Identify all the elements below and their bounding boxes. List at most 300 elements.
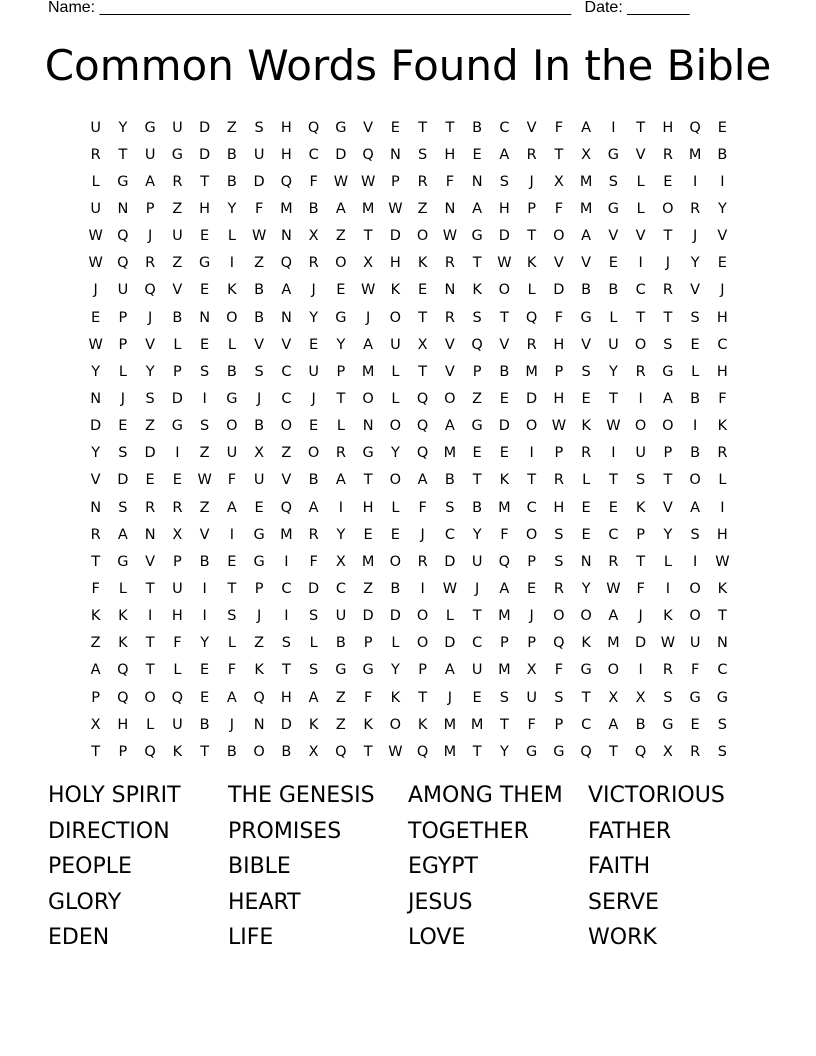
grid-letter: R <box>90 526 101 543</box>
grid-letter: A <box>308 689 319 706</box>
grid-letter: S <box>254 119 264 136</box>
grid-letter: V <box>553 255 564 272</box>
grid-letter: R <box>662 282 673 299</box>
grid-letter: R <box>690 200 701 217</box>
grid-letter: J <box>147 228 153 245</box>
grid-letter: T <box>636 553 646 570</box>
grid-letter: D <box>362 608 374 625</box>
grid-letter: R <box>308 526 319 543</box>
grid-row <box>82 467 736 494</box>
grid-letter: B <box>226 363 237 380</box>
grid-row <box>82 331 736 358</box>
grid-letter: D <box>635 635 647 652</box>
grid-letter: N <box>444 282 456 299</box>
grid-letter: O <box>389 716 402 733</box>
grid-letter: T <box>472 255 482 272</box>
word-list-item: HEART <box>228 889 301 915</box>
grid-row <box>82 114 736 141</box>
grid-letter: T <box>418 119 428 136</box>
grid-letter: G <box>199 255 211 272</box>
grid-letter: L <box>391 499 400 516</box>
grid-letter: G <box>335 119 347 136</box>
grid-letter: T <box>608 743 618 760</box>
grid-letter: J <box>256 390 262 407</box>
grid-letter: U <box>253 472 265 489</box>
grid-letter: U <box>172 119 183 136</box>
grid-letter: E <box>581 390 591 407</box>
letter-grid <box>82 114 736 765</box>
grid-letter: C <box>499 119 510 136</box>
grid-letter: W <box>442 580 458 597</box>
grid-letter: Q <box>307 119 320 136</box>
word-list-item: THE GENESIS <box>228 783 375 808</box>
grid-letter: R <box>662 146 673 163</box>
grid-letter: K <box>717 580 728 597</box>
grid-letter: S <box>608 173 618 190</box>
grid-letter: X <box>335 553 346 570</box>
grid-letter: F <box>690 662 700 679</box>
grid-letter: O <box>689 472 701 489</box>
grid-letter: R <box>172 499 183 516</box>
grid-letter: O <box>689 580 701 597</box>
grid-letter: P <box>336 363 346 380</box>
grid-letter: G <box>144 119 156 136</box>
grid-letter: K <box>499 472 510 489</box>
grid-letter: G <box>471 418 483 435</box>
grid-letter: M <box>280 526 293 543</box>
word-list-item: GLORY <box>48 889 122 915</box>
grid-letter: I <box>202 608 207 625</box>
grid-letter: E <box>663 173 673 190</box>
grid-letter: E <box>499 445 509 462</box>
grid-letter: D <box>199 146 211 163</box>
grid-letter: L <box>227 635 236 652</box>
grid-letter: B <box>254 282 265 299</box>
grid-letter: L <box>118 580 127 597</box>
grid-letter: K <box>417 716 428 733</box>
grid-letter: W <box>333 173 349 190</box>
grid-letter: O <box>389 472 402 489</box>
grid-letter: P <box>527 635 536 652</box>
grid-letter: C <box>281 580 292 597</box>
grid-letter: G <box>171 146 183 163</box>
grid-letter: L <box>91 173 100 190</box>
grid-letter: S <box>717 743 727 760</box>
grid-letter: G <box>716 689 728 706</box>
grid-letter: Z <box>335 228 346 245</box>
grid-letter: W <box>88 228 103 245</box>
grid-letter: I <box>338 499 344 516</box>
grid-letter: O <box>362 390 374 407</box>
grid-letter: K <box>635 499 646 516</box>
grid-letter: G <box>526 743 538 760</box>
grid-letter: K <box>118 608 128 625</box>
grid-letter: D <box>280 716 292 733</box>
grid-letter: N <box>444 200 456 217</box>
grid-letter: X <box>662 743 673 760</box>
grid-letter: Y <box>499 743 509 760</box>
grid-letter: H <box>199 200 211 217</box>
grid-letter: X <box>526 662 537 679</box>
grid-letter: H <box>389 255 401 272</box>
grid-letter: I <box>638 390 643 407</box>
grid-letter: L <box>582 472 591 489</box>
grid-letter: N <box>280 309 292 326</box>
grid-letter: T <box>145 580 155 597</box>
grid-letter: T <box>636 119 646 136</box>
grid-letter: Z <box>254 635 265 652</box>
grid-letter: I <box>175 445 180 462</box>
grid-letter: B <box>499 363 510 380</box>
grid-letter: C <box>717 662 728 679</box>
grid-letter: X <box>308 228 319 245</box>
grid-letter: P <box>118 743 128 760</box>
grid-letter: F <box>91 580 100 597</box>
grid-letter: I <box>692 418 698 435</box>
word-list-item: WORK <box>588 925 657 950</box>
grid-letter: B <box>226 146 237 163</box>
grid-letter: Z <box>417 200 428 217</box>
grid-letter: O <box>634 418 647 435</box>
grid-letter: T <box>472 743 482 760</box>
grid-letter: I <box>720 173 725 190</box>
grid-letter: G <box>335 662 347 679</box>
grid-letter: T <box>227 580 237 597</box>
grid-letter: T <box>663 228 673 245</box>
grid-letter: E <box>608 255 618 272</box>
grid-letter: K <box>526 255 537 272</box>
grid-letter: Y <box>227 200 237 217</box>
grid-letter: J <box>474 580 480 597</box>
grid-letter: Q <box>525 309 538 326</box>
grid-letter: L <box>336 418 345 435</box>
grid-letter: O <box>416 608 429 625</box>
grid-letter: Y <box>663 526 673 543</box>
grid-letter: R <box>145 499 156 516</box>
grid-letter: T <box>445 119 455 136</box>
grid-letter: J <box>692 228 698 245</box>
grid-letter: X <box>553 173 564 190</box>
grid-letter: K <box>581 418 591 435</box>
grid-letter: U <box>471 553 483 570</box>
grid-letter: M <box>443 743 457 760</box>
grid-letter: I <box>611 445 616 462</box>
grid-letter: F <box>527 716 536 733</box>
grid-letter: F <box>554 119 564 136</box>
grid-letter: E <box>200 689 210 706</box>
grid-letter: D <box>199 119 211 136</box>
grid-letter: A <box>145 173 156 190</box>
word-list-item: PROMISES <box>228 818 342 844</box>
grid-letter: B <box>172 309 183 326</box>
grid-letter: B <box>226 743 237 760</box>
grid-letter: U <box>117 282 129 299</box>
grid-letter: Z <box>363 580 374 597</box>
grid-letter: R <box>444 255 455 272</box>
grid-letter: A <box>308 499 319 516</box>
grid-letter: J <box>365 309 371 326</box>
grid-letter: T <box>499 309 509 326</box>
grid-letter: C <box>281 390 292 407</box>
grid-letter: A <box>444 418 455 435</box>
grid-letter: W <box>660 635 676 652</box>
grid-letter: U <box>390 336 401 353</box>
grid-letter: J <box>720 282 725 299</box>
grid-letter: E <box>200 662 210 679</box>
grid-letter: E <box>363 526 373 543</box>
grid-letter: Y <box>390 662 400 679</box>
grid-letter: V <box>90 472 101 489</box>
grid-letter: T <box>200 743 210 760</box>
grid-letter: V <box>635 146 646 163</box>
grid-letter: V <box>444 336 455 353</box>
grid-letter: G <box>607 146 619 163</box>
grid-letter: S <box>554 689 564 706</box>
grid-letter: O <box>525 418 538 435</box>
grid-letter: T <box>527 472 537 489</box>
grid-letter: G <box>580 309 592 326</box>
grid-letter: O <box>389 309 402 326</box>
grid-letter: P <box>145 200 155 217</box>
grid-letter: D <box>444 635 456 652</box>
grid-letter: S <box>690 309 700 326</box>
grid-letter: M <box>361 553 375 570</box>
grid-row <box>82 630 736 657</box>
grid-letter: H <box>716 526 728 543</box>
grid-letter: E <box>336 282 346 299</box>
grid-letter: A <box>581 228 592 245</box>
grid-letter: P <box>254 580 264 597</box>
grid-row <box>82 141 736 168</box>
grid-letter: U <box>608 336 619 353</box>
grid-letter: R <box>526 146 537 163</box>
grid-letter: I <box>611 119 616 136</box>
grid-letter: Q <box>280 173 293 190</box>
grid-letter: Q <box>117 228 129 245</box>
grid-letter: M <box>361 200 375 217</box>
grid-letter: S <box>472 309 482 326</box>
word-list-item: JESUS <box>408 889 473 915</box>
grid-letter: K <box>390 282 401 299</box>
grid-letter: Y <box>91 363 101 380</box>
grid-letter: V <box>717 228 728 245</box>
grid-letter: J <box>311 282 316 299</box>
grid-letter: F <box>418 499 427 516</box>
grid-letter: O <box>389 553 402 570</box>
grid-letter: B <box>690 445 701 462</box>
grid-letter: Z <box>472 390 483 407</box>
grid-letter: V <box>363 119 374 136</box>
grid-letter: T <box>472 472 482 489</box>
grid-letter: M <box>498 608 511 625</box>
grid-letter: O <box>335 255 347 272</box>
grid-letter: A <box>281 282 292 299</box>
grid-letter: L <box>445 608 454 625</box>
grid-letter: K <box>581 635 591 652</box>
grid-letter: P <box>91 689 100 706</box>
word-list-item: EGYPT <box>408 854 478 879</box>
grid-letter: X <box>635 689 646 706</box>
grid-letter: U <box>253 146 265 163</box>
grid-letter: J <box>93 282 98 299</box>
grid-letter: I <box>720 499 725 516</box>
grid-letter: I <box>147 608 153 625</box>
name-date-line: Name: _____________________________________________________ Date: _______ <box>48 0 690 16</box>
grid-letter: Y <box>200 635 210 652</box>
grid-letter: S <box>717 716 727 733</box>
grid-letter: B <box>254 418 265 435</box>
grid-letter: B <box>472 119 483 136</box>
grid-letter: Q <box>416 390 429 407</box>
grid-letter: O <box>607 662 620 679</box>
grid-letter: P <box>418 662 427 679</box>
grid-letter: V <box>635 228 646 245</box>
grid-letter: D <box>526 390 538 407</box>
grid-letter: X <box>581 146 592 163</box>
grid-letter: O <box>416 635 429 652</box>
grid-letter: T <box>91 743 101 760</box>
grid-letter: C <box>526 499 537 516</box>
grid-letter: L <box>146 716 155 733</box>
grid-letter: G <box>253 553 265 570</box>
word-list-item: TOGETHER <box>408 818 529 844</box>
grid-letter: V <box>608 228 619 245</box>
grid-letter: W <box>606 580 621 597</box>
grid-letter: Q <box>416 418 429 435</box>
grid-letter: A <box>335 472 346 489</box>
grid-letter: K <box>118 635 128 652</box>
grid-letter: T <box>145 635 155 652</box>
grid-letter: U <box>172 580 183 597</box>
grid-letter: P <box>173 363 182 380</box>
grid-letter: A <box>335 200 346 217</box>
grid-letter: U <box>526 689 537 706</box>
grid-letter: C <box>581 716 592 733</box>
grid-letter: C <box>308 146 319 163</box>
grid-row <box>82 277 736 304</box>
grid-letter: R <box>335 445 346 462</box>
grid-letter: U <box>172 228 183 245</box>
grid-letter: L <box>636 200 645 217</box>
grid-letter: V <box>199 526 210 543</box>
grid-letter: Y <box>145 363 155 380</box>
grid-letter: F <box>173 635 182 652</box>
grid-letter: Y <box>309 309 319 326</box>
grid-letter: Q <box>144 282 156 299</box>
grid-row <box>82 440 736 467</box>
grid-letter: W <box>606 418 621 435</box>
grid-row <box>82 494 736 521</box>
grid-letter: A <box>690 499 701 516</box>
grid-letter: A <box>117 526 128 543</box>
grid-letter: P <box>391 173 400 190</box>
grid-letter: Y <box>581 580 591 597</box>
grid-letter: R <box>444 309 455 326</box>
grid-letter: M <box>525 363 538 380</box>
grid-letter: N <box>362 418 374 435</box>
grid-letter: R <box>635 363 646 380</box>
grid-letter: B <box>444 472 455 489</box>
grid-letter: A <box>226 499 237 516</box>
grid-letter: C <box>635 282 646 299</box>
grid-letter: F <box>500 526 509 543</box>
grid-letter: O <box>662 418 674 435</box>
grid-letter: S <box>309 662 319 679</box>
grid-letter: L <box>663 553 672 570</box>
grid-row <box>82 413 736 440</box>
grid-row <box>82 657 736 684</box>
grid-letter: G <box>471 228 483 245</box>
grid-letter: T <box>418 309 428 326</box>
grid-letter: Y <box>608 363 618 380</box>
grid-letter: Q <box>634 743 647 760</box>
grid-letter: V <box>145 553 156 570</box>
grid-letter: D <box>389 228 401 245</box>
grid-letter: B <box>690 390 701 407</box>
grid-letter: T <box>663 472 673 489</box>
grid-letter: T <box>472 608 482 625</box>
grid-letter: Q <box>171 689 184 706</box>
grid-letter: V <box>690 282 701 299</box>
word-list-item: AMONG THEM <box>408 783 563 808</box>
grid-letter: H <box>171 608 183 625</box>
grid-letter: K <box>90 608 101 625</box>
grid-letter: A <box>499 580 510 597</box>
grid-letter: T <box>363 743 373 760</box>
grid-letter: E <box>91 309 101 326</box>
grid-letter: S <box>254 363 264 380</box>
grid-letter: S <box>281 635 291 652</box>
word-list-item: VICTORIOUS <box>588 783 725 808</box>
grid-letter: D <box>553 282 565 299</box>
grid-letter: A <box>581 119 592 136</box>
grid-letter: Y <box>390 445 400 462</box>
grid-letter: R <box>145 255 156 272</box>
grid-letter: L <box>227 228 236 245</box>
grid-letter: P <box>472 363 482 380</box>
grid-letter: I <box>665 580 671 597</box>
grid-letter: L <box>609 309 618 326</box>
grid-row <box>82 575 736 602</box>
grid-letter: H <box>280 119 292 136</box>
grid-letter: O <box>525 526 538 543</box>
grid-row <box>82 304 736 331</box>
grid-letter: M <box>361 363 375 380</box>
grid-letter: B <box>635 716 646 733</box>
grid-letter: Y <box>118 119 128 136</box>
grid-letter: R <box>526 336 537 353</box>
grid-letter: X <box>254 445 265 462</box>
grid-letter: O <box>226 418 238 435</box>
grid-letter: Q <box>362 146 374 163</box>
grid-letter: V <box>172 282 183 299</box>
grid-letter: F <box>718 390 727 407</box>
grid-letter: E <box>527 580 537 597</box>
grid-letter: K <box>363 716 373 733</box>
grid-letter: J <box>311 390 316 407</box>
grid-letter: K <box>172 743 183 760</box>
grid-letter: T <box>499 716 509 733</box>
grid-letter: X <box>172 526 183 543</box>
grid-letter: W <box>360 282 376 299</box>
grid-letter: H <box>716 363 728 380</box>
grid-letter: R <box>717 445 728 462</box>
grid-row <box>82 738 736 765</box>
grid-letter: B <box>472 499 483 516</box>
word-list-item: LIFE <box>228 925 274 950</box>
word-list-item: EDEN <box>48 925 110 950</box>
grid-letter: K <box>717 418 728 435</box>
